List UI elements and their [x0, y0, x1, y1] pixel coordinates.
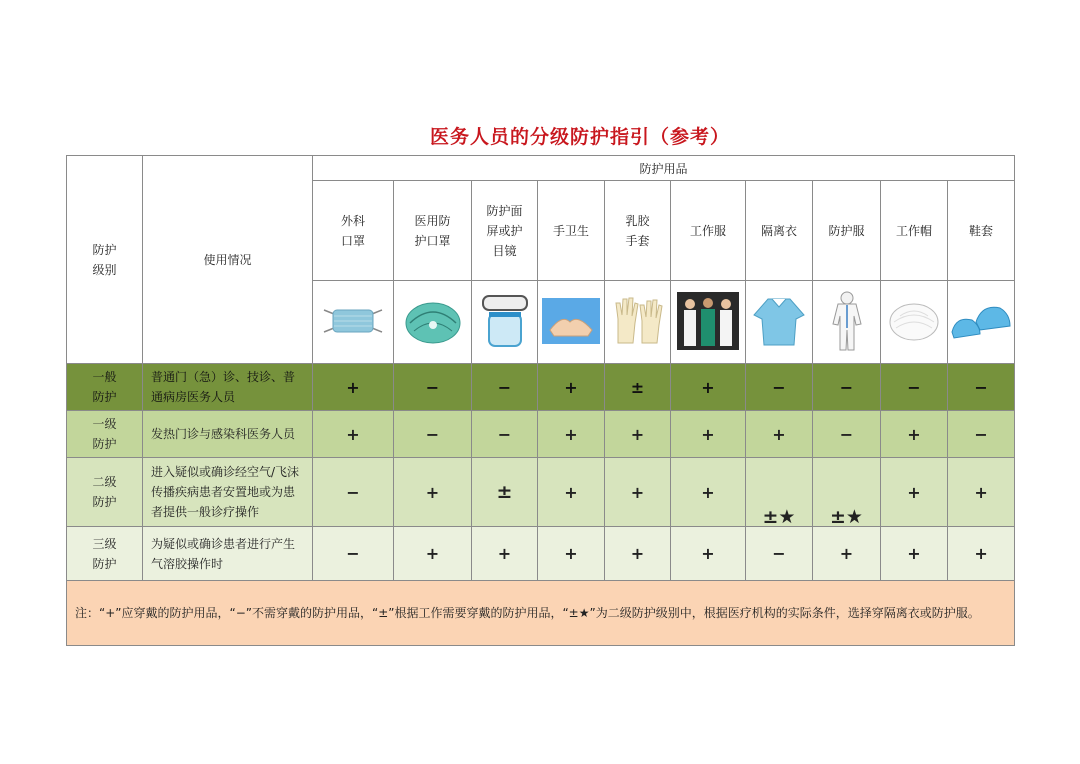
- mark-cell: [881, 411, 948, 458]
- work-cap-icon: [881, 298, 947, 347]
- header-icon-cell: [394, 281, 472, 364]
- header-item-label: 隔离衣: [760, 223, 797, 238]
- n95-respirator-icon: [394, 295, 471, 350]
- header-icon-cell: [538, 281, 605, 364]
- protection-mark: +: [907, 544, 921, 563]
- table-row: [67, 527, 1015, 581]
- protection-mark: +: [907, 424, 921, 444]
- header-icon-cell: [313, 281, 394, 364]
- mark-cell: [472, 527, 538, 581]
- mark-cell: [394, 527, 472, 581]
- mark-cell: [671, 527, 746, 581]
- header-usage: 使用情况: [143, 156, 313, 364]
- protection-mark: ±★: [762, 506, 796, 528]
- mark-cell: [605, 411, 671, 458]
- mark-cell: [472, 411, 538, 458]
- mark-cell: [313, 527, 394, 581]
- protection-mark: +: [974, 482, 988, 502]
- header-item-label: 医用防 护口罩: [414, 213, 451, 248]
- mark-cell: [746, 458, 813, 527]
- protection-mark: +: [839, 544, 854, 563]
- mark-cell: [605, 364, 671, 411]
- header-icon-cell: [605, 281, 671, 364]
- protection-mark: −: [974, 377, 988, 397]
- protection-mark: −: [425, 424, 440, 444]
- mark-cell: [605, 527, 671, 581]
- mark-cell: [538, 527, 605, 581]
- mark-cell: [538, 458, 605, 527]
- protection-mark: −: [839, 424, 854, 444]
- usage-cell: 进入疑似或确诊经空气/飞沫传播疾病患者安置地或为患者提供一般诊疗操作: [143, 458, 313, 527]
- mark-cell: [881, 364, 948, 411]
- mark-cell: [948, 458, 1015, 527]
- latex-gloves-icon: [605, 293, 670, 352]
- protection-mark: +: [701, 482, 715, 502]
- header-item-protective-suit: [813, 181, 881, 281]
- protection-mark: +: [772, 424, 786, 444]
- protection-mark: +: [346, 377, 360, 397]
- protection-guide-table: [66, 155, 1015, 646]
- protection-mark: +: [346, 424, 360, 444]
- mark-cell: [394, 364, 472, 411]
- table-row: [67, 364, 1015, 411]
- mark-cell: [746, 364, 813, 411]
- protection-mark: ±★: [830, 506, 863, 528]
- level-cell: 一般 防护: [67, 364, 143, 411]
- header-item-work-cap: [881, 181, 948, 281]
- header-item-label: 工作帽: [895, 223, 932, 238]
- protection-mark: +: [974, 544, 988, 563]
- protection-mark: −: [772, 377, 786, 397]
- level-cell: 二级 防护: [67, 458, 143, 527]
- usage-cell: 普通门（急）诊、技诊、普通病房医务人员: [143, 364, 313, 411]
- mark-cell: [948, 411, 1015, 458]
- usage-cell: 为疑似或确诊患者进行产生气溶胶操作时: [143, 527, 313, 581]
- protection-mark: +: [630, 482, 645, 502]
- isolation-gown-icon: [746, 293, 812, 352]
- protection-mark: −: [497, 424, 512, 444]
- hand-hygiene-icon: [538, 296, 604, 349]
- mark-cell: [813, 411, 881, 458]
- header-item-n95-respirator: [394, 181, 472, 281]
- header-group: 防护用品: [313, 156, 1015, 181]
- mark-cell: [813, 458, 881, 527]
- mark-cell: [671, 364, 746, 411]
- surgical-mask-icon: [313, 296, 393, 349]
- mark-cell: [671, 458, 746, 527]
- mark-cell: [538, 364, 605, 411]
- page-title: 医务人员的分级防护指引（参考）: [429, 126, 730, 148]
- protection-mark: −: [346, 544, 360, 563]
- protection-mark: +: [425, 544, 440, 563]
- header-item-label: 外科 口罩: [340, 213, 365, 248]
- header-icon-cell: [948, 281, 1015, 364]
- protection-mark: +: [564, 544, 578, 563]
- footnote: 注：“+”应穿戴的防护用品，“−”不需穿戴的防护用品，“±”根据工作需要穿戴的防护用品，“±★”为二级防护级别中，根据医疗机构的实际条件，选择穿隔离衣或防护服。: [67, 581, 1015, 646]
- header-icon-cell: [746, 281, 813, 364]
- protection-mark: −: [497, 377, 512, 397]
- mark-cell: [813, 527, 881, 581]
- goggles-face-shield-icon: [472, 290, 537, 355]
- mark-cell: [746, 527, 813, 581]
- header-item-label: 防护服: [828, 223, 865, 238]
- protection-mark: +: [497, 544, 512, 563]
- mark-cell: [813, 364, 881, 411]
- protection-mark: +: [564, 377, 578, 397]
- header-item-label: 鞋套: [969, 223, 994, 238]
- header-item-surgical-mask: [313, 181, 394, 281]
- mark-cell: [746, 411, 813, 458]
- mark-cell: [948, 364, 1015, 411]
- header-item-goggles-face-shield: [472, 181, 538, 281]
- header-item-label: 防护面 屏或护 目镜: [486, 203, 523, 258]
- level-cell: 三级 防护: [67, 527, 143, 581]
- mark-cell: [881, 458, 948, 527]
- header-icon-cell: [881, 281, 948, 364]
- protection-mark: +: [701, 377, 715, 397]
- protection-mark: −: [839, 377, 854, 397]
- mark-cell: [313, 458, 394, 527]
- header-item-label: 工作服: [689, 223, 726, 238]
- protection-mark: −: [974, 424, 988, 444]
- protection-mark: +: [907, 482, 921, 502]
- mark-cell: [394, 458, 472, 527]
- table-row: [67, 458, 1015, 527]
- mark-cell: [472, 458, 538, 527]
- header-item-latex-gloves: [605, 181, 671, 281]
- mark-cell: [605, 458, 671, 527]
- protection-mark: +: [425, 482, 440, 502]
- header-item-hand-hygiene: [538, 181, 605, 281]
- table-row: [67, 411, 1015, 458]
- work-uniform-icon: [671, 292, 745, 353]
- protection-mark: +: [564, 482, 578, 502]
- protection-mark: +: [701, 424, 715, 444]
- header-level: [67, 156, 143, 364]
- header-item-shoe-covers: [948, 181, 1015, 281]
- header-icon-cell: [472, 281, 538, 364]
- protection-mark: −: [907, 377, 921, 397]
- header-item-work-uniform: [671, 181, 746, 281]
- protection-mark: ±: [630, 377, 645, 397]
- protection-mark: ±: [496, 481, 513, 503]
- mark-cell: [948, 527, 1015, 581]
- mark-cell: [313, 364, 394, 411]
- shoe-covers-icon: [948, 298, 1014, 347]
- protection-mark: −: [346, 482, 360, 502]
- protection-mark: −: [772, 544, 786, 563]
- protection-mark: +: [701, 544, 715, 563]
- usage-cell: 发热门诊与感染科医务人员: [143, 411, 313, 458]
- header-icon-cell: [813, 281, 881, 364]
- protection-mark: +: [564, 424, 578, 444]
- mark-cell: [671, 411, 746, 458]
- header-icon-cell: [671, 281, 746, 364]
- protection-mark: +: [630, 544, 645, 563]
- header-item-isolation-gown: [746, 181, 813, 281]
- mark-cell: [394, 411, 472, 458]
- header-item-label: 手卫生: [552, 223, 589, 238]
- header-item-label: 乳胶 手套: [625, 213, 650, 248]
- mark-cell: [313, 411, 394, 458]
- protection-mark: +: [630, 424, 645, 444]
- mark-cell: [881, 527, 948, 581]
- level-cell: 一级 防护: [67, 411, 143, 458]
- header-level-label: 防护 级别: [92, 242, 117, 277]
- mark-cell: [472, 364, 538, 411]
- mark-cell: [538, 411, 605, 458]
- protection-mark: −: [425, 377, 440, 397]
- protective-suit-icon: [813, 290, 880, 355]
